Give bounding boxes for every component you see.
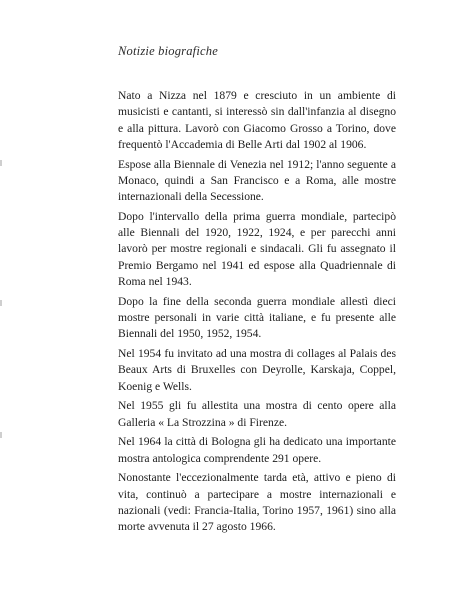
biography-text	[118, 88, 396, 539]
section-heading: Notizie biografiche	[118, 44, 218, 58]
page-edge-mark	[0, 160, 2, 166]
paragraph: Nonostante l'eccezionalmente tarda età, attivo e pieno di vita, continuò a partecipare a mostre internazionali e nazionali (vedi: Francia-Italia, Torino 1957, 1961) sino alla morte avvenuta il 27 agosto 1966.	[118, 471, 396, 534]
paragraph: Nel 1964 la città di Bologna gli ha dedicato una importante mostra antologica comprendente 291 opere.	[118, 435, 396, 465]
paragraph: Nato a Nizza nel 1879 e cresciuto in un ambiente di musicisti e cantanti, si interessò sin dall'infanzia al disegno e alla pittura. Lavorò con Giacomo Grosso a Torino, dove frequentò l'Accademia di Belle Arti dal 1902 al 1906.	[118, 89, 396, 151]
paragraph: Nel 1955 gli fu allestita una mostra di cento opere alla Galleria « La Strozzina » di Firenze.	[118, 399, 396, 429]
page-edge-mark	[0, 432, 2, 438]
paragraph: Espose alla Biennale di Venezia nel 1912; l'anno seguente a Monaco, quindi a San Francisco e a Roma, alle mostre internazionali della Secessione.	[118, 157, 396, 204]
paragraph: Nel 1954 fu invitato ad una mostra di collages al Palais des Beaux Arts di Bruxelles con Deyrolle, Karskaja, Coppel, Koenig e Wells.	[118, 347, 396, 393]
paragraph: Dopo la fine della seconda guerra mondiale allestì dieci mostre personali in varie città italiane, e fu presente alle Biennali del 1950, 1952, 1954.	[118, 294, 396, 341]
paragraph: Dopo l'intervallo della prima guerra mondiale, partecipò alle Biennali del 1920, 1922, 1924, e per parecchi anni lavorò per mostre regionali e sindacali. Gli fu assegnato il Premio Bergamo nel 1941 ed espose alla Quadriennale di Roma nel 1943.	[118, 209, 396, 289]
page-edge-mark	[0, 300, 2, 306]
